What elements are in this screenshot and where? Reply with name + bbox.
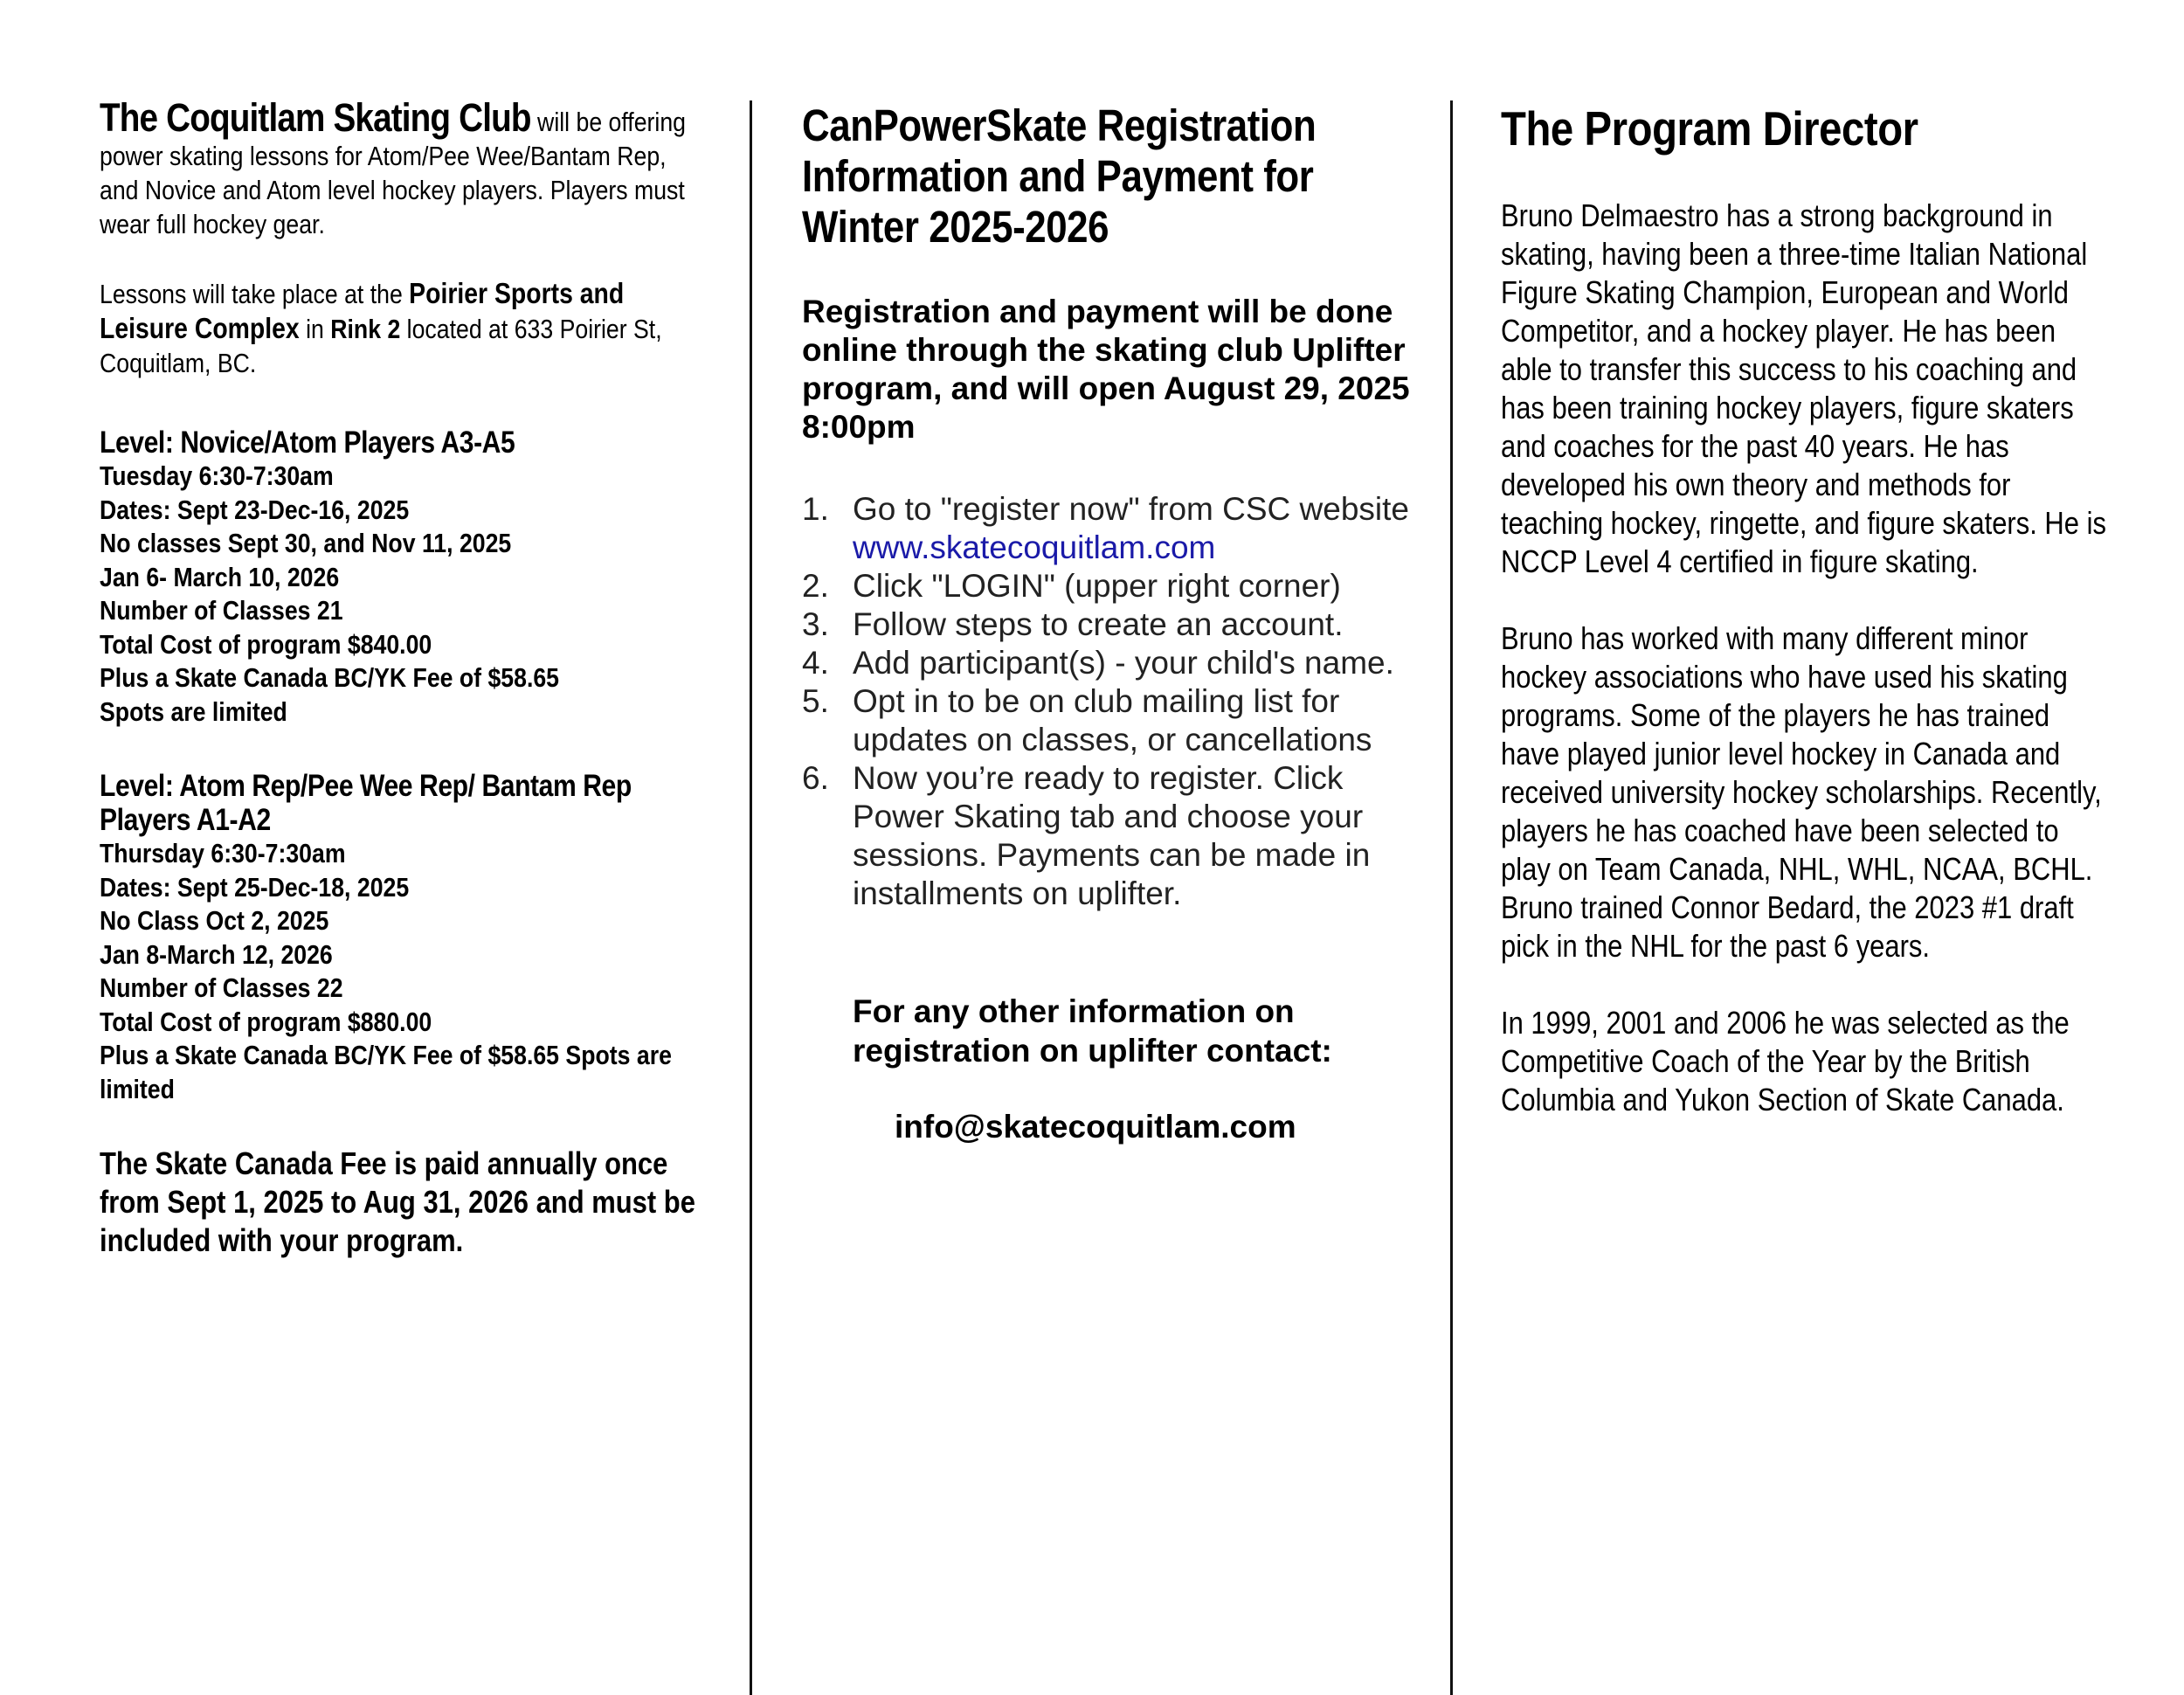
- column-program-info: [100, 95, 711, 1260]
- location-post: located at 633 Poirier St, Coquitlam, BC.: [100, 314, 662, 378]
- director-bio-paragraph: Bruno has worked with many different minor hockey associations who have used his skating programs. Some of the players he has trained have played junior level hockey in Canada and received university hockey scholarships. Recently, players he has coached have been selected to play on Team Canada, NHL, WHL, NCAA, BCHL. Bruno trained Connor Bedard, the 2023 #1 draft pick in the NHL for the past 6 years.: [1501, 620, 2102, 964]
- step-text: Now you’re ready to register. Click Power Skating tab and choose your sessions. Payments can be made in installments on uplifter.: [853, 760, 1371, 911]
- step-text: Add participant(s) - your child's name.: [853, 645, 1394, 681]
- intro-text: will be offering power skating lessons for Atom/Pee Wee/Bantam Rep, and Novice and Atom level hockey players. Players must wear full hockey gear.: [100, 107, 687, 239]
- schedule-line: Plus a Skate Canada BC/YK Fee of $58.65: [100, 662, 560, 693]
- schedule-line: Dates: Sept 23-Dec-16, 2025: [100, 494, 410, 525]
- club-website-link[interactable]: www.skatecoquitlam.com: [853, 529, 1216, 565]
- step-number: 5.: [802, 683, 829, 719]
- contact-email[interactable]: info@skatecoquitlam.com: [895, 1109, 1296, 1145]
- column-divider-right: [1450, 100, 1453, 1695]
- step-text: Click "LOGIN" (upper right corner): [853, 568, 1341, 604]
- registration-steps: [802, 490, 1413, 913]
- step-number: 2.: [802, 568, 829, 604]
- schedule-line: Total Cost of program $880.00: [100, 1006, 432, 1037]
- level-heading: Level: Atom Rep/Pee Wee Rep/ Bantam Rep Players A1-A2: [100, 769, 632, 837]
- step-number: 1.: [802, 491, 829, 527]
- step-item: [802, 682, 1413, 759]
- column-divider-left: [750, 100, 752, 1695]
- registration-notice: Registration and payment will be done online through the skating club Uplifter program, and will open August 29, 2025 8:00pm: [802, 294, 1410, 445]
- schedule-line: No classes Sept 30, and Nov 11, 2025: [100, 528, 512, 558]
- step-item: [802, 644, 1413, 682]
- step-item: [802, 759, 1413, 913]
- schedule-line: Dates: Sept 25-Dec-18, 2025: [100, 871, 410, 903]
- level-novice-atom: [100, 425, 711, 729]
- registration-title: CanPowerSkate Registration Information and Payment for Winter 2025-2026: [802, 100, 1317, 252]
- column-director: [1501, 100, 2112, 1119]
- fee-note: The Skate Canada Fee is paid annually once from Sept 1, 2025 to Aug 31, 2026 and must be included with your program.: [100, 1145, 695, 1258]
- contact-info: For any other information on registration on uplifter contact:: [853, 993, 1332, 1069]
- step-item: [802, 605, 1413, 644]
- step-text: Go to "register now" from CSC website: [853, 491, 1409, 527]
- step-number: 3.: [802, 606, 829, 642]
- schedule-line: Spots are limited: [100, 695, 287, 727]
- location-mid: in: [299, 314, 331, 344]
- step-item: [802, 567, 1413, 605]
- step-number: 4.: [802, 645, 829, 681]
- column-registration: [802, 100, 1413, 1146]
- schedule-line: Number of Classes 21: [100, 595, 343, 626]
- step-number: 6.: [802, 760, 829, 796]
- director-bio-paragraph: Bruno Delmaestro has a strong background in skating, having been a three-time Italian National Figure Skating Champion, European and World Competitor, and a hockey player. He has been able to transfer this success to his coaching and has been training hockey players, figure skaters and coaches for the past 40 years. He has developed his own theory and methods for teaching hockey, ringette, and figure skaters. He is NCCP Level 4 certified in figure skating.: [1501, 197, 2106, 579]
- schedule-line: Number of Classes 22: [100, 972, 343, 1003]
- intro-paragraph: [100, 95, 711, 241]
- director-bio-paragraph: In 1999, 2001 and 2006 he was selected as the Competitive Coach of the Year by the British Columbia and Yukon Section of Skate Canada.: [1501, 1005, 2070, 1117]
- location-paragraph: [100, 276, 711, 380]
- club-name: The Coquitlam Skating Club: [100, 95, 531, 140]
- schedule-line: Total Cost of program $840.00: [100, 628, 432, 660]
- level-heading: Level: Novice/Atom Players A3-A5: [100, 425, 515, 460]
- step-item: [802, 490, 1413, 567]
- schedule-line: No Class Oct 2, 2025: [100, 905, 329, 936]
- step-text: Follow steps to create an account.: [853, 606, 1344, 642]
- venue-name: Poirier Sports and Leisure Complex: [100, 277, 625, 344]
- schedule-line: Jan 8-March 12, 2026: [100, 938, 333, 970]
- schedule-line: Thursday 6:30-7:30am: [100, 838, 346, 868]
- level-rep: [100, 769, 711, 1106]
- rink-name: Rink 2: [330, 314, 401, 344]
- schedule-line: Tuesday 6:30-7:30am: [100, 460, 334, 491]
- location-pre: Lessons will take place at the: [100, 279, 410, 309]
- step-text: Opt in to be on club mailing list for updates on classes, or cancellations: [853, 683, 1372, 758]
- schedule-line: Plus a Skate Canada BC/YK Fee of $58.65 Spots are limited: [100, 1040, 672, 1104]
- schedule-line: Jan 6- March 10, 2026: [100, 561, 340, 592]
- director-title: The Program Director: [1501, 101, 1918, 156]
